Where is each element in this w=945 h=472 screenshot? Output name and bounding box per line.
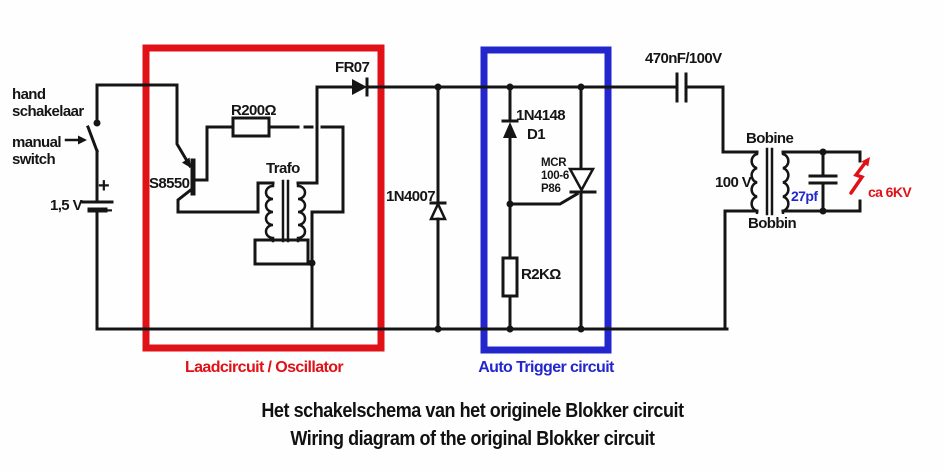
scr-triangle xyxy=(570,169,593,190)
trigger-box-label: Auto Trigger circuit xyxy=(478,359,614,376)
hv-capacitor-label: 27pf xyxy=(791,188,818,204)
d1-label: D1 xyxy=(527,126,545,143)
main-capacitor-label: 470nF/100V xyxy=(645,50,722,67)
coil-label-nl: Bobine xyxy=(746,130,794,147)
fr07-label: FR07 xyxy=(335,59,370,76)
base-resistor-label: R200Ω xyxy=(231,102,276,119)
trafo-left-winding xyxy=(266,183,273,241)
junction-dot xyxy=(309,260,316,267)
transformer-label: Trafo xyxy=(266,160,300,177)
resistor-r2k xyxy=(503,258,517,296)
trafo-core xyxy=(283,181,288,241)
scr-label: MCR 100-6 P86 xyxy=(541,157,569,195)
junction-dot xyxy=(578,326,585,333)
scr-mcr100 xyxy=(570,84,595,333)
gate-resistor-label: R2KΩ xyxy=(521,266,561,283)
spark-voltage-label: ca 6KV xyxy=(868,184,912,200)
d1-triangle xyxy=(503,122,517,138)
oscillator-box-label: Laadcircuit / Oscillator xyxy=(184,359,344,376)
switch-contact-dot xyxy=(94,120,101,127)
battery-switch-branch xyxy=(66,85,727,329)
diode-1n4007-branch xyxy=(431,84,445,333)
1n4148-label: 1N4148 xyxy=(516,107,565,124)
battery-voltage-label: 1,5 V xyxy=(50,197,83,214)
coil-core xyxy=(767,149,772,214)
junction-dot xyxy=(507,326,514,333)
lightning-bolt xyxy=(851,163,865,193)
1n4007-label: 1N4007 xyxy=(386,188,435,205)
battery-plus-sign: + xyxy=(98,175,110,197)
trafo-base-block xyxy=(255,240,308,264)
coil-secondary-winding xyxy=(783,152,788,213)
title-line-dutch: Het schakelschema van het originele Blokker circuit xyxy=(261,400,684,422)
trafo-right-winding xyxy=(298,183,305,241)
trafo-right-top-wire xyxy=(298,87,317,183)
trigger-box-outline xyxy=(484,50,608,350)
d4007-triangle xyxy=(431,204,445,219)
diode-fr07 xyxy=(317,79,677,95)
junction-dot xyxy=(435,326,442,333)
coil-voltage-label: 100 V xyxy=(715,174,752,191)
transistor-label: S8550 xyxy=(149,175,190,192)
transistor-collector xyxy=(178,189,258,212)
capacitor-470nf xyxy=(677,74,757,152)
battery-minus-sign: − xyxy=(101,200,113,222)
switch-blade xyxy=(88,127,97,151)
fr07-triangle xyxy=(352,79,367,95)
title-line-english: Wiring diagram of the original Blokker circuit xyxy=(290,428,655,450)
hand-switch-label-nl: hand schakelaar xyxy=(12,86,84,120)
coil-primary-winding xyxy=(752,152,757,213)
transistor-emitter xyxy=(177,85,190,166)
base-wire xyxy=(195,127,233,180)
switch-pointer-arrowhead xyxy=(78,136,87,145)
resistor-r200 xyxy=(233,118,269,136)
coil-label-en: Bobbin xyxy=(748,215,797,232)
hand-switch-label-en: manual switch xyxy=(12,134,61,168)
